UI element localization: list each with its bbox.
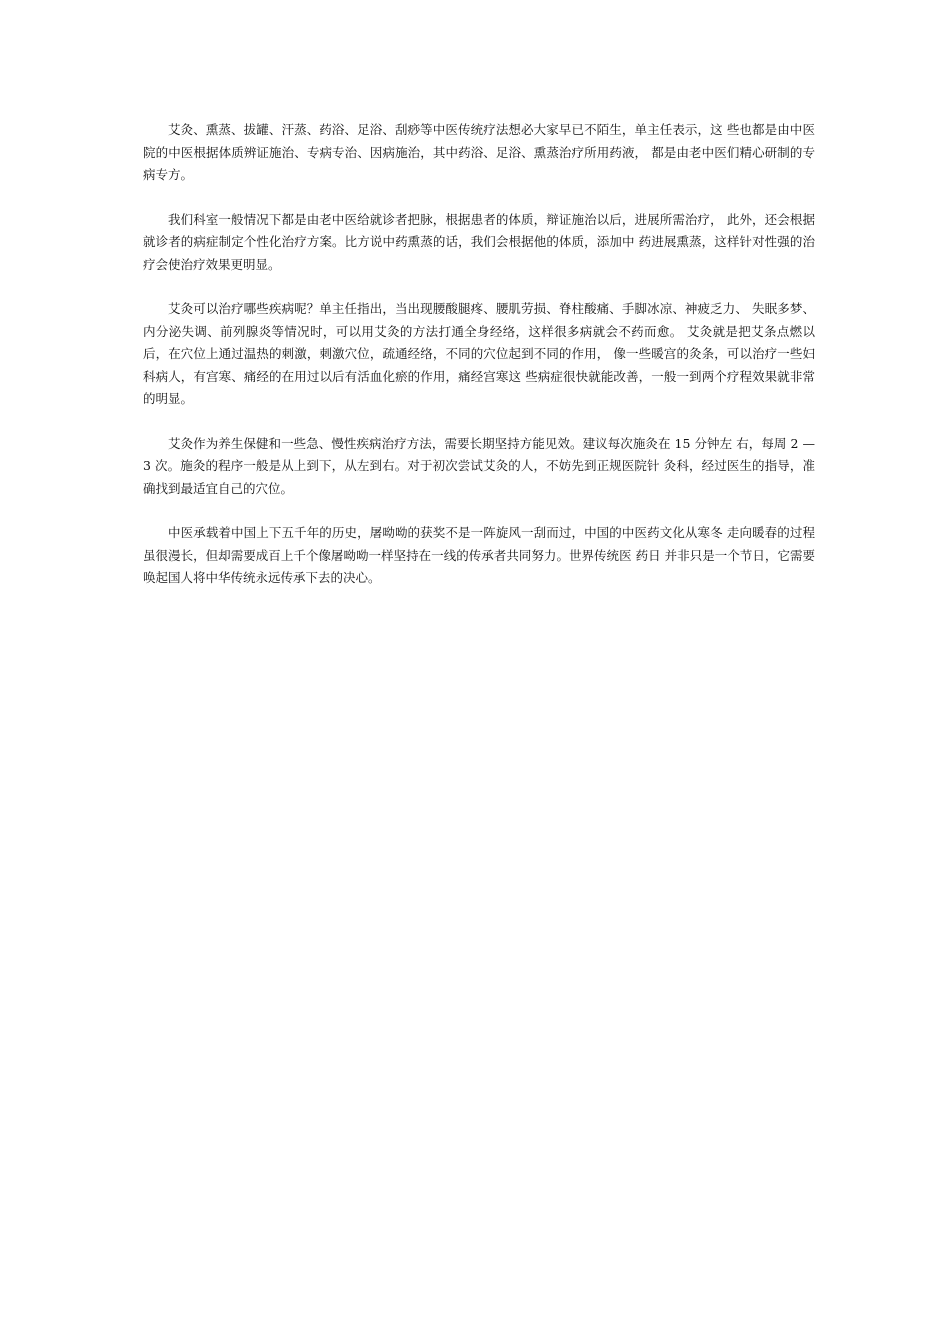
document-body	[143, 119, 815, 612]
paragraph-3: 艾灸可以治疗哪些疾病呢？单主任指出，当出现腰酸腿疼、腰肌劳损、脊柱酸痛、手脚冰凉、神疲乏力、 失眠多梦、内分泌失调、前列腺炎等情况时，可以用艾灸的方法打通全身经络，这样很多病就会不药而愈。 艾灸就是把艾条点燃以后，在穴位上通过温热的刺激，刺激穴位，疏通经络，不同的穴位起到不同的作用， 像一些暖宫的灸条，可以治疗一些妇科病人，有宫寒、痛经的在用过以后有活血化瘀的作用，痛经宫寒这 些病症很快就能改善，一般一到两个疗程效果就非常的明显。	[143, 301, 815, 406]
paragraph-1: 艾灸、熏蒸、拔罐、汗蒸、药浴、足浴、刮痧等中医传统疗法想必大家早已不陌生，单主任表示，这 些也都是由中医院的中医根据体质辨证施治、专病专治、因病施治，其中药浴、足浴、熏蒸治疗所用药液， 都是由老中医们精心研制的专病专方。	[143, 122, 815, 182]
paragraph-2: 我们科室一般情况下都是由老中医给就诊者把脉，根据患者的体质，辩证施治以后，进展所需治疗， 此外，还会根据就诊者的病症制定个性化治疗方案。比方说中药熏蒸的话，我们会根据他的体质，添加中 药进展熏蒸，这样针对性强的治疗会使治疗效果更明显。	[143, 211, 815, 272]
paragraph-5: 中医承载着中国上下五千年的历史，屠呦呦的获奖不是一阵旋风一刮而过，中国的中医药文化从寒冬 走向暖春的过程虽很漫长，但却需要成百上千个像屠呦呦一样坚持在一线的传承者共同努力。世界传统医 药日 并非只是一个节日，它需要唤起国人将中华传统永远传承下去的决心。	[143, 525, 815, 585]
paragraph-4: 艾灸作为养生保健和一些急、慢性疾病治疗方法，需要长期坚持方能见效。建议每次施灸在 15 分钟左 右，每周 2 — 3 次。施灸的程序一般是从上到下，从左到右。对于初次尝试艾灸的人，不妨先到正规医院针 灸科，经过医生的指导，准确找到最适宜自己的穴位。	[143, 435, 815, 496]
